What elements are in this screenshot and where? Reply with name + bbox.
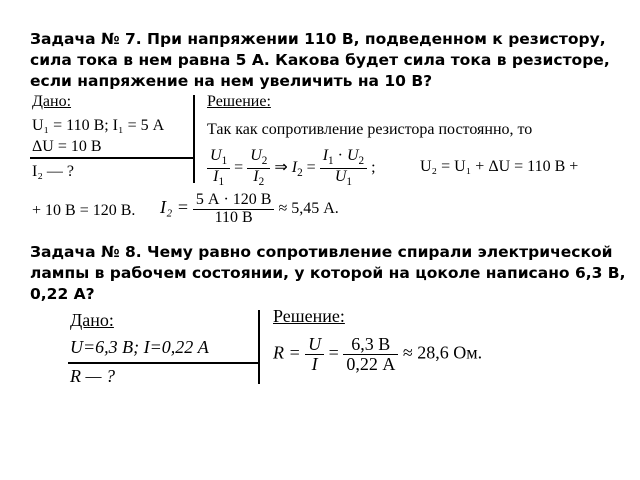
i2-lhs: I₂ = xyxy=(160,196,189,217)
frac-i1u2-u1: $\frac{I_1 \cdot U_2}{U_1}$ xyxy=(320,148,367,189)
task8-r-formula: R = $\frac{U}{I}$ = $\frac{6,3 В}{0,22 А}$ ≈ 28,6 Ом. xyxy=(273,334,483,374)
task8-given-line: U=6,3 В; I=0,22 А xyxy=(70,337,209,357)
task7-eq-tail: U₂ = U₁ + ΔU = 110 В + xyxy=(420,158,579,175)
task7-given-line2: ΔU = 10 В xyxy=(32,138,102,155)
given-divider xyxy=(30,157,193,159)
task7-given-line1: U₁ = 110 В; I₁ = 5 А xyxy=(32,117,165,134)
r-den2: 0,22 А xyxy=(346,353,396,374)
task7-solution-label xyxy=(207,93,271,111)
i2-result: ≈ 5,45 А. xyxy=(278,199,339,217)
task8-title: Задача № 8. Чему равно сопротивление спирали электрической лампы в рабочем состоянии, у которой на цоколе написано 6,3 В, 0,22 А? xyxy=(30,243,626,303)
r-num2: 6,3 В xyxy=(343,335,398,355)
solution-label-text: Решение: xyxy=(273,306,345,326)
r-lhs: R = xyxy=(273,342,301,363)
given-solution-divider xyxy=(258,310,260,384)
task7-equation: $\frac{U_1}{I_1}$ = $\frac{U_2}{I_2}$ ⇒ $I_2$ = $\frac{I_1 \cdot U_2}{U_1}$ ; xyxy=(207,148,376,192)
given-divider xyxy=(68,362,258,364)
i2-den: 110 В xyxy=(214,208,253,226)
frac-i2-value xyxy=(193,192,275,227)
given-solution-divider xyxy=(193,95,195,183)
r-result: ≈ 28,6 Ом. xyxy=(402,342,483,363)
task7-given-label xyxy=(32,93,71,111)
task7-find: I₂ — ? xyxy=(32,163,75,180)
given-label-text: Дано: xyxy=(70,310,114,330)
solution-label-text: Решение: xyxy=(207,93,271,110)
task8-given-label xyxy=(70,310,114,331)
r-den: I xyxy=(311,353,318,374)
frac-u2-i2: $\frac{U_2}{I_2}$ xyxy=(247,148,270,189)
task8-solution-label xyxy=(273,306,345,327)
task7-continuation: + 10 В = 120 В. xyxy=(32,202,136,219)
i2-num: 5 А · 120 В xyxy=(193,192,275,210)
frac-u1-i1: $\frac{U_1}{I_1}$ xyxy=(207,148,230,189)
task8-find: R — ? xyxy=(70,366,115,386)
frac-values xyxy=(343,335,398,374)
r-num: U xyxy=(305,335,324,355)
frac-u-i xyxy=(305,335,324,374)
task7-title: Задача № 7. При напряжении 110 В, подведенном к резистору, сила тока в нем равна 5 А. Какова будет сила тока в резисторе, если напряжение на нем увеличить на 10 В? xyxy=(30,30,610,90)
task7-i2-formula xyxy=(160,192,339,232)
given-label-text: Дано: xyxy=(32,93,72,110)
task7-solution-text: Так как сопротивление резистора постоянно, то xyxy=(207,121,533,138)
